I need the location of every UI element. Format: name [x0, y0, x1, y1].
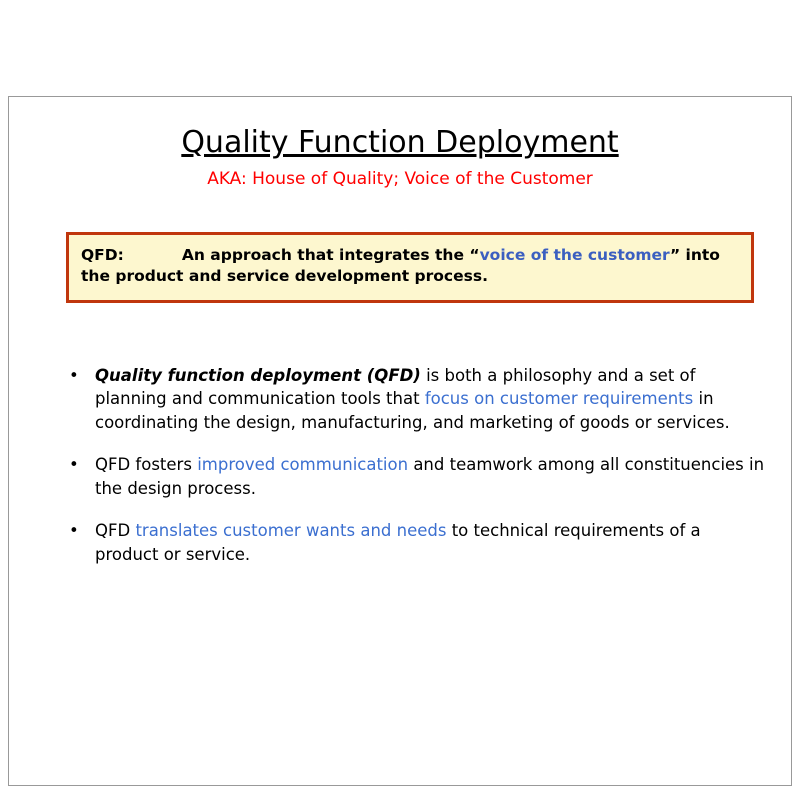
list-item	[57, 364, 767, 434]
bullet-text-part1: QFD	[95, 521, 136, 541]
bullet-highlight: translates customer wants and needs	[135, 521, 447, 541]
slide-canvas	[8, 96, 792, 786]
list-item	[57, 519, 767, 566]
bullet-text-part2: and teamwork among all constituencies in the design process.	[95, 455, 765, 498]
bullet-marker: •	[69, 455, 79, 475]
definition-highlight: voice of the customer	[479, 246, 670, 264]
bullet-marker: •	[69, 521, 79, 541]
page-subtitle: AKA: House of Quality; Voice of the Customer	[207, 169, 593, 189]
definition-text-part1: An approach that integrates the “	[181, 246, 480, 264]
bullet-lead-term: Quality function deployment (QFD)	[95, 366, 421, 385]
definition-callout	[66, 232, 754, 303]
bullet-text-part2: to technical requirements of a product or service.	[95, 521, 701, 564]
bullet-text-part2: in coordinating the design, manufacturing, and marketing of goods or services.	[95, 389, 730, 432]
bullet-text-part1: QFD fosters	[95, 455, 198, 475]
bullet-highlight: focus on customer requirements	[424, 389, 694, 409]
page-title: Quality Function Deployment	[181, 125, 619, 160]
definition-text-part2: ” into the product and service development process.	[81, 246, 720, 286]
bullet-marker: •	[69, 366, 79, 385]
definition-label: QFD:	[81, 246, 124, 264]
bullet-list	[57, 364, 767, 585]
list-item	[57, 453, 767, 500]
definition-text	[81, 245, 739, 288]
bullet-text-part1: is both a philosophy and a set of planning and communication tools that	[95, 366, 696, 409]
bullet-highlight: improved communication	[197, 455, 409, 475]
